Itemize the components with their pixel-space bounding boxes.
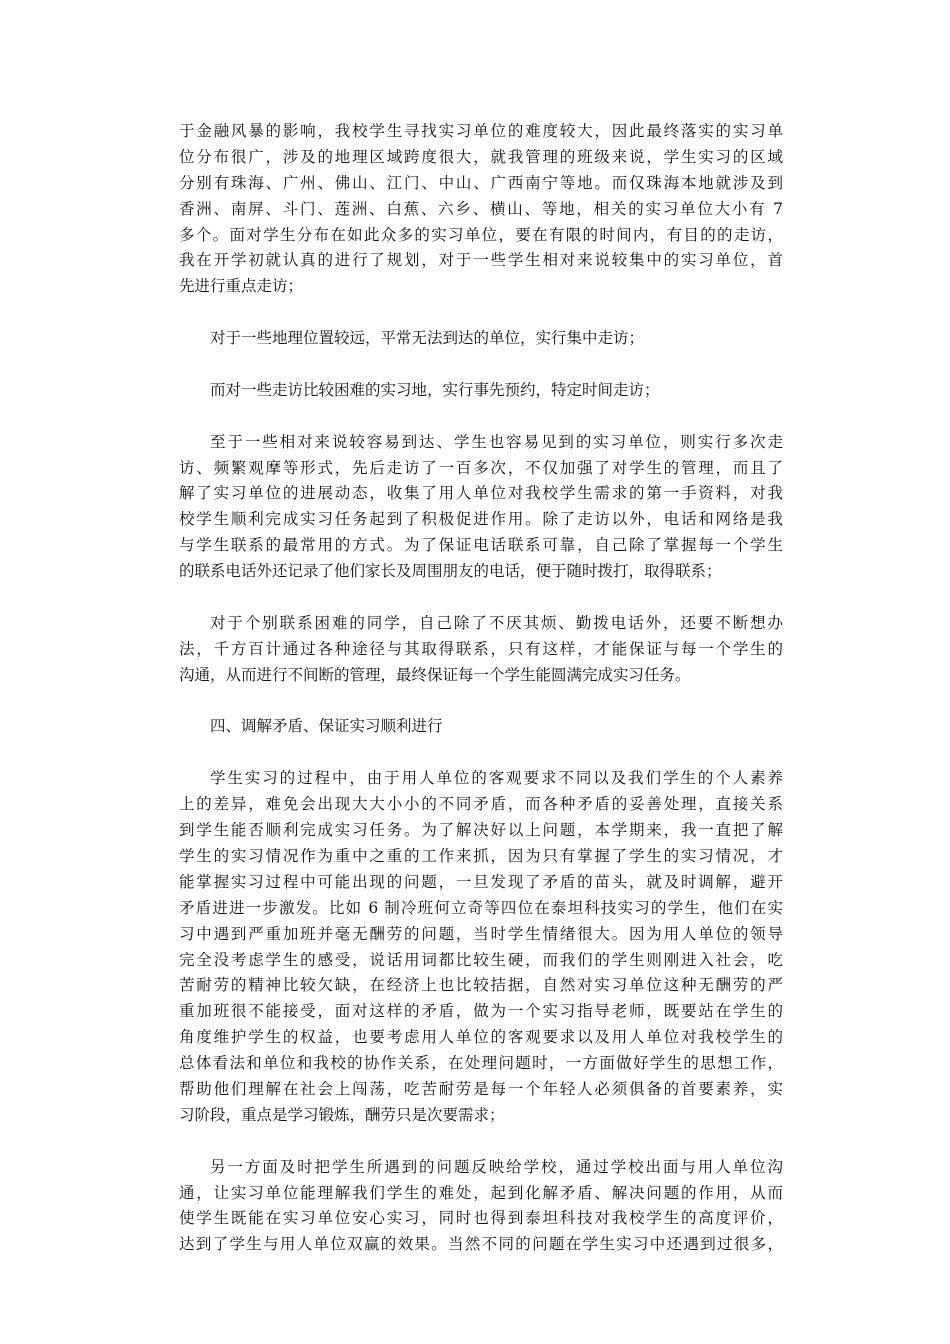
text-line: 帮助他们理解在社会上闯荡，吃苦耐劳是每一个年轻人必须俱备的首要素养，实: [179, 1079, 783, 1098]
text-line: 我在开学初就认真的进行了规划，对于一些学生相对来说较集中的实习单位，首: [179, 251, 783, 270]
paragraph-difficult-contact: [179, 611, 783, 689]
section-heading: [179, 714, 783, 740]
paragraph-gap: [179, 740, 783, 766]
text-line: 先进行重点走访；: [179, 277, 304, 296]
paragraph-gap: [179, 689, 783, 715]
document-page: [179, 119, 783, 1258]
paragraph-gap: [179, 404, 783, 430]
text-line: 矛盾进进一步激发。比如 6 制冷班何立奇等四位在泰坦科技实习的学生，他们在实: [179, 898, 783, 917]
text-line: 另一方面及时把学生所遇到的问题反映给学校，通过学校出面与用人单位沟: [210, 1157, 783, 1176]
text-line: 对于一些地理位置较远，平常无法到达的单位，实行集中走访；: [210, 329, 645, 348]
paragraph-school-communication: [179, 1155, 783, 1259]
text-line: 解了实习单位的进展动态，收集了用人单位对我校学生需求的第一手资料，对我: [179, 484, 783, 503]
text-line: 学生实习的过程中，由于用人单位的客观要求不同以及我们学生的个人素养: [210, 769, 783, 788]
text-line: 通，让实习单位能理解我们学生的难处，起到化解矛盾、解决问题的作用，从而: [179, 1183, 783, 1202]
text-line: 访、频繁观摩等形式，先后走访了一百多次，不仅加强了对学生的管理，而且了: [179, 458, 783, 477]
paragraph-frequent-visits: [179, 430, 783, 585]
text-line: 沟通，从而进行不间断的管理，最终保证每一个学生能圆满完成实习任务。: [179, 665, 691, 684]
paragraph-appointment-visits: [179, 378, 783, 404]
text-line: 上的差异，难免会出现大大小小的不同矛盾，而各种矛盾的妥善处理，直接关系: [179, 795, 783, 814]
text-line: 多个。面对学生分布在如此众多的实习单位，要在有限的时间内，有目的的走访，: [179, 225, 783, 244]
paragraph-remote-visits: [179, 326, 783, 352]
text-line: 习阶段，重点是学习锻炼，酬劳只是次要需求；: [179, 1105, 505, 1124]
text-line: 角度维护学生的权益，也要考虑用人单位的客观要求以及用人单位对我校学生的: [179, 1028, 783, 1047]
text-line: 达到了学生与用人单位双赢的效果。当然不同的问题在学生实习中还遇到过很多，: [179, 1235, 783, 1254]
text-line: 而对一些走访比较困难的实习地，实行事先预约，特定时间走访；: [210, 380, 660, 399]
text-line: 使学生既能在实习单位安心实习，同时也得到泰坦科技对我校学生的高度评价，: [179, 1209, 783, 1228]
paragraph-gap: [179, 585, 783, 611]
text-line: 位分布很广，涉及的地理区域跨度很大，就我管理的班级来说，学生实习的区域: [179, 147, 783, 166]
text-line: 习中遇到严重加班并毫无酬劳的问题，当时学生情绪很大。因为用人单位的领导: [179, 924, 783, 943]
text-line: 至于一些相对来说较容易到达、学生也容易见到的实习单位，则实行多次走: [210, 432, 783, 451]
text-line: 到学生能否顺利完成实习任务。为了解决好以上问题，本学期来，我一直把了解: [179, 821, 783, 840]
text-line: 学生的实习情况作为重中之重的工作来抓，因为只有掌握了学生的实习情况，才: [179, 846, 783, 865]
paragraph-conflict-handling: [179, 766, 783, 1128]
text-line: 于金融风暴的影响，我校学生寻找实习单位的难度较大，因此最终落实的实习单: [179, 122, 783, 140]
text-line: 香洲、南屏、斗门、莲洲、白蕉、六乡、横山、等地，相关的实习单位大小有 7: [179, 199, 783, 218]
text-line: 苦耐劳的精神比较欠缺，在经济上也比较拮据，自然对实习单位这种无酬劳的严: [179, 976, 783, 995]
text-line: 完全没考虑学生的感受，说话用词都比较生硬，而我们的学生则刚进入社会，吃: [179, 950, 783, 969]
text-line: 的联系电话外还记录了他们家长及周围朋友的电话，便于随时拨打，取得联系；: [179, 562, 722, 581]
text-line: 对于个别联系困难的同学，自己除了不厌其烦、勤拨电话外，还要不断想办: [210, 613, 783, 632]
paragraph-gap: [179, 300, 783, 326]
paragraph-gap: [179, 1129, 783, 1155]
paragraph-gap: [179, 352, 783, 378]
text-line: 重加班很不能接受，面对这样的矛盾，做为一个实习指导老师，既要站在学生的: [179, 1002, 783, 1021]
text-line: 校学生顺利完成实习任务起到了积极促进作用。除了走访以外，电话和网络是我: [179, 510, 783, 529]
paragraph-intro: [179, 119, 783, 300]
text-line: 总体看法和单位和我校的协作关系，在处理问题时，一方面做好学生的思想工作，: [179, 1054, 783, 1073]
text-line: 与学生联系的最常用的方式。为了保证电话联系可靠，自己除了掌握每一个学生: [179, 536, 783, 555]
text-line: 能掌握实习过程中可能出现的问题，一旦发现了矛盾的苗头，就及时调解，避开: [179, 872, 783, 891]
text-line: 法，千方百计通过各种途径与其取得联系，只有这样，才能保证与每一个学生的: [179, 639, 783, 658]
text-line: 分别有珠海、广州、佛山、江门、中山、广西南宁等地。而仅珠海本地就涉及到: [179, 173, 783, 192]
section-title: 四、调解矛盾、保证实习顺利进行: [210, 717, 443, 736]
